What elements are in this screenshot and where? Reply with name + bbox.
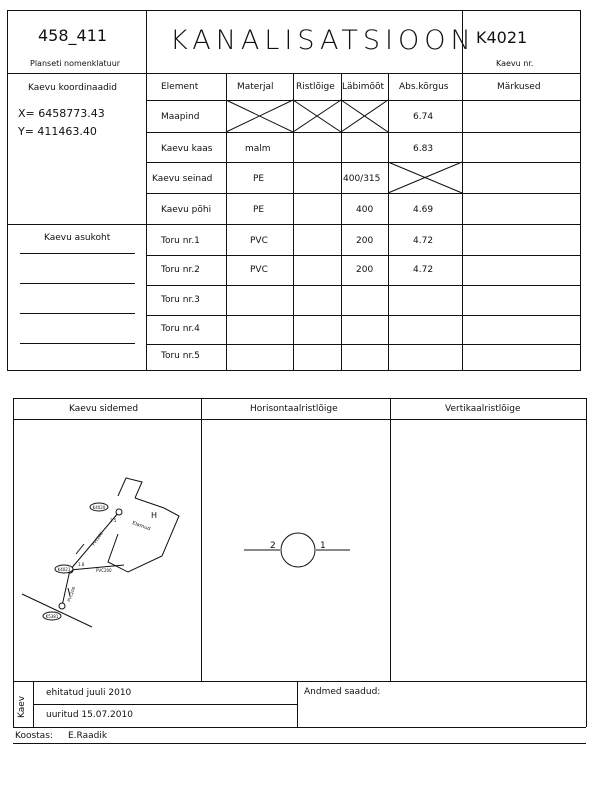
connections-sketch: [14, 420, 200, 682]
row-diameter: 200: [356, 265, 374, 275]
built-date: ehitatud juuli 2010: [46, 688, 132, 698]
row-element: Toru nr.5: [161, 351, 200, 361]
row-material: malm: [245, 144, 271, 154]
row-element: Toru nr.4: [161, 324, 200, 334]
row-abs: 6.83: [413, 144, 434, 154]
row-material: PE: [253, 205, 265, 215]
row-diameter: 200: [356, 236, 374, 246]
pipe-label-a: PVC200: [90, 530, 104, 547]
well-k5381-marker: [59, 603, 65, 609]
row-abs: 4.72: [413, 265, 434, 275]
header-abs-height: Abs.kõrgus: [399, 82, 449, 92]
section-horizontal: Horisontaalristlõige: [250, 404, 338, 414]
data-received-label: Andmed saadud:: [304, 687, 381, 697]
row-element: Toru nr.1: [161, 236, 200, 246]
header-diameter: Läbimõõt: [342, 82, 385, 92]
well-number: K4021: [476, 28, 528, 47]
section-vertical: Vertikaalristlõige: [445, 404, 521, 414]
well-k4020-label: K4020: [92, 505, 106, 510]
row-diameter: 400/315: [343, 174, 381, 184]
header-remarks: Märkused: [497, 82, 541, 92]
row-material: PVC: [250, 265, 268, 275]
sheet-code-label: Planseti nomenklatuur: [30, 59, 121, 68]
header-cross-section: Ristlõige: [296, 82, 335, 92]
pipe-label-b: PVC200: [96, 568, 112, 573]
coordinate-y: Y= 411463.40: [18, 125, 97, 138]
location-label: Kaevu asukoht: [44, 233, 111, 243]
row-element: Toru nr.3: [161, 295, 200, 305]
page-title: KANALISATSIOON: [170, 25, 476, 56]
row-abs: 4.69: [413, 205, 434, 215]
well-number-label: Kaevu nr.: [496, 59, 534, 68]
well-k4021-label: K4021: [57, 567, 71, 572]
well-k4020-marker: [116, 509, 122, 515]
dimension-label-b: 1.8: [78, 562, 85, 567]
sheet-code: 458_411: [38, 26, 108, 45]
kaev-label: Kaev: [17, 695, 27, 718]
building-label: Elamud: [131, 520, 152, 533]
well-k5381-label: K5381: [45, 614, 59, 619]
building-outline: [118, 478, 142, 498]
horizontal-cross-section: [202, 420, 390, 682]
section-connections: Kaevu sidemed: [69, 404, 139, 414]
pipe-1-label: 1: [320, 541, 326, 551]
row-element: Kaevu seinad: [152, 174, 213, 184]
row-element: Toru nr.2: [161, 265, 200, 275]
street-line: [22, 594, 92, 627]
pipe-label-c: PVC200: [66, 585, 77, 603]
row-material: PE: [253, 174, 265, 184]
compiled-by: E.Raadik: [68, 731, 108, 741]
building-letter: H: [151, 511, 158, 520]
row-diameter: 400: [356, 205, 374, 215]
row-element: Kaevu põhi: [161, 205, 212, 215]
dimension-label-a: 2.5: [110, 518, 117, 523]
row-element: Maapind: [161, 112, 200, 122]
pipe-2-label: 2: [270, 541, 276, 551]
compiled-label: Koostas:: [15, 731, 53, 741]
row-abs: 6.74: [413, 112, 434, 122]
surveyed-date: uuritud 15.07.2010: [46, 710, 133, 720]
row-element: Kaevu kaas: [161, 144, 213, 154]
well-circle: [281, 533, 315, 567]
row-abs: 4.72: [413, 236, 434, 246]
header-material: Materjal: [237, 82, 274, 92]
row-material: PVC: [250, 236, 268, 246]
coordinate-x: X= 6458773.43: [18, 107, 105, 120]
header-element: Element: [161, 82, 199, 92]
coordinates-label: Kaevu koordinaadid: [28, 83, 118, 93]
